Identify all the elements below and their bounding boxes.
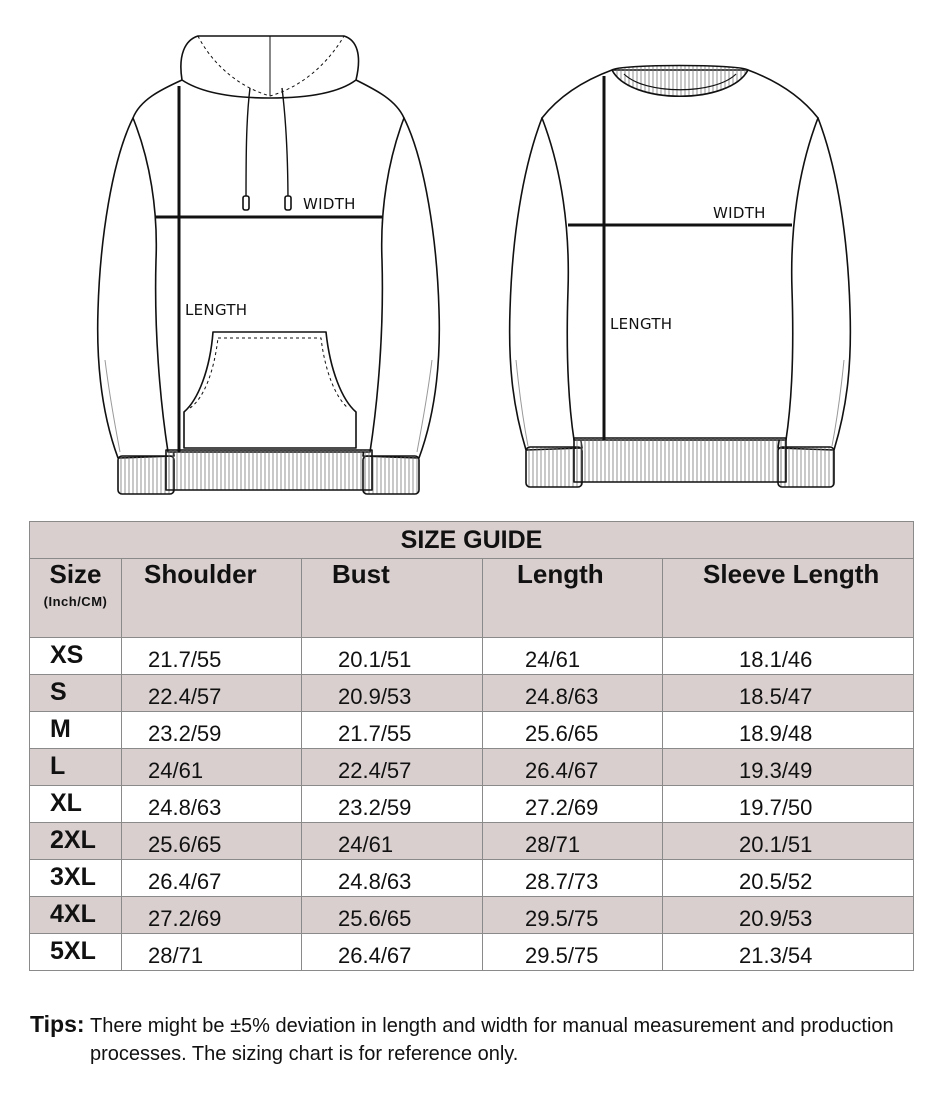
cell-length: 28.7/73 xyxy=(483,860,663,897)
cell-sleeve-length: 20.1/51 xyxy=(663,823,914,860)
cell-bust: 26.4/67 xyxy=(302,934,483,971)
cell-length: 26.4/67 xyxy=(483,749,663,786)
cell-length: 29.5/75 xyxy=(483,897,663,934)
cell-bust: 20.1/51 xyxy=(302,638,483,675)
cell-size: L xyxy=(30,749,122,786)
header-sleeve-length: Sleeve Length xyxy=(663,559,914,638)
cell-sleeve-length: 19.7/50 xyxy=(663,786,914,823)
size-guide-table xyxy=(29,521,914,971)
cell-length: 24/61 xyxy=(483,638,663,675)
size-guide-title: SIZE GUIDE xyxy=(30,522,914,559)
table-row xyxy=(30,934,914,971)
cell-sleeve-length: 20.5/52 xyxy=(663,860,914,897)
cell-bust: 20.9/53 xyxy=(302,675,483,712)
table-row xyxy=(30,675,914,712)
cell-size: XL xyxy=(30,786,122,823)
sweatshirt-width-label: WIDTH xyxy=(713,204,766,222)
cell-sleeve-length: 20.9/53 xyxy=(663,897,914,934)
hoodie-width-label: WIDTH xyxy=(303,195,356,213)
cell-size: XS xyxy=(30,638,122,675)
hoodie-length-label: LENGTH xyxy=(185,301,248,319)
cell-length: 29.5/75 xyxy=(483,934,663,971)
tips-text: There might be ±5% deviation in length and width for manual measurement and production processes. The sizing chart is for reference only. xyxy=(90,1015,894,1065)
tips-label: Tips: xyxy=(30,1011,85,1037)
cell-shoulder: 24/61 xyxy=(122,749,302,786)
table-row xyxy=(30,860,914,897)
table-row xyxy=(30,823,914,860)
cell-size: 2XL xyxy=(30,823,122,860)
table-row xyxy=(30,786,914,823)
cell-sleeve-length: 18.9/48 xyxy=(663,712,914,749)
header-size xyxy=(30,559,122,638)
cell-sleeve-length: 18.5/47 xyxy=(663,675,914,712)
cell-sleeve-length: 19.3/49 xyxy=(663,749,914,786)
cell-size: M xyxy=(30,712,122,749)
cell-size: S xyxy=(30,675,122,712)
table-row xyxy=(30,897,914,934)
cell-size: 3XL xyxy=(30,860,122,897)
cell-shoulder: 26.4/67 xyxy=(122,860,302,897)
cell-bust: 25.6/65 xyxy=(302,897,483,934)
cell-bust: 22.4/57 xyxy=(302,749,483,786)
header-size-unit: (Inch/CM) xyxy=(43,594,108,609)
table-row xyxy=(30,712,914,749)
cell-length: 27.2/69 xyxy=(483,786,663,823)
table-row xyxy=(30,638,914,675)
cell-bust: 21.7/55 xyxy=(302,712,483,749)
cell-shoulder: 28/71 xyxy=(122,934,302,971)
cell-shoulder: 21.7/55 xyxy=(122,638,302,675)
cell-sleeve-length: 18.1/46 xyxy=(663,638,914,675)
cell-size: 4XL xyxy=(30,897,122,934)
header-size-label: Size xyxy=(49,559,102,589)
cell-bust: 23.2/59 xyxy=(302,786,483,823)
table-header-row xyxy=(30,559,914,638)
cell-length: 24.8/63 xyxy=(483,675,663,712)
cell-shoulder: 24.8/63 xyxy=(122,786,302,823)
cell-length: 25.6/65 xyxy=(483,712,663,749)
cell-bust: 24/61 xyxy=(302,823,483,860)
cell-length: 28/71 xyxy=(483,823,663,860)
cell-shoulder: 27.2/69 xyxy=(122,897,302,934)
cell-size: 5XL xyxy=(30,934,122,971)
hoodie-illustration xyxy=(98,36,440,494)
garment-illustrations xyxy=(0,0,938,510)
sweatshirt-length-label: LENGTH xyxy=(610,315,673,333)
cell-sleeve-length: 21.3/54 xyxy=(663,934,914,971)
cell-shoulder: 23.2/59 xyxy=(122,712,302,749)
table-row xyxy=(30,749,914,786)
cell-shoulder: 25.6/65 xyxy=(122,823,302,860)
sweatshirt-illustration xyxy=(510,66,851,488)
cell-bust: 24.8/63 xyxy=(302,860,483,897)
header-shoulder: Shoulder xyxy=(122,559,302,638)
header-bust: Bust xyxy=(302,559,483,638)
cell-shoulder: 22.4/57 xyxy=(122,675,302,712)
header-length: Length xyxy=(483,559,663,638)
tips-note xyxy=(30,1010,910,1068)
